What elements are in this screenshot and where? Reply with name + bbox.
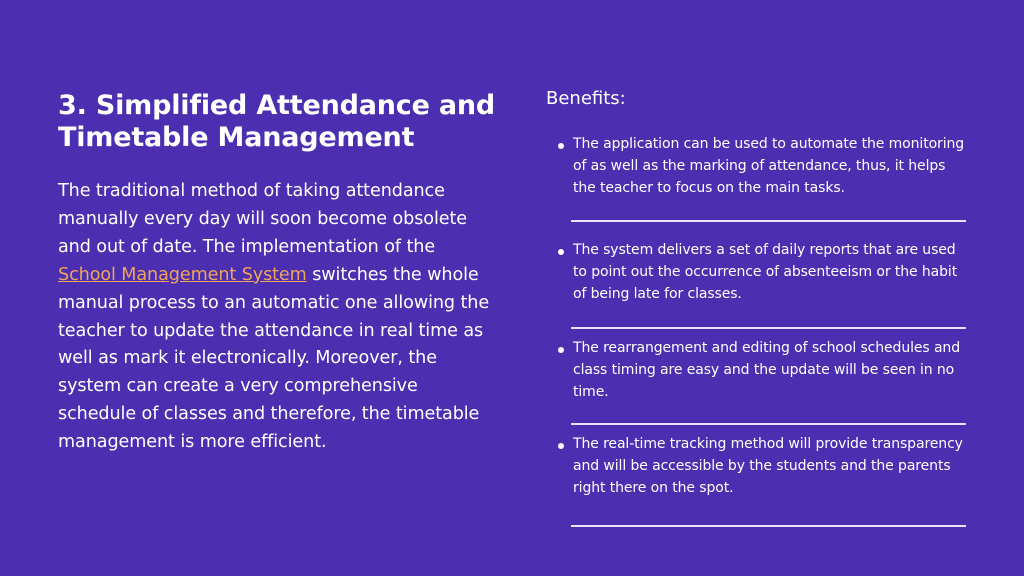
divider <box>571 423 966 425</box>
body-text-end: switches the whole manual process to an automatic one allowing the teacher to update the attendance in real time as well as mark it electronically. Moreover, the system can create a very comprehensive schedule of classes and therefore, the timetable management is more efficient. <box>58 264 490 453</box>
school-management-system-link[interactable]: School Management System <box>58 264 307 285</box>
section-title-line1: 3. Simplified Attendance and <box>58 90 496 121</box>
section-title <box>58 90 498 154</box>
benefit-item <box>546 240 968 312</box>
bullet-icon <box>558 443 564 449</box>
benefits-label: Benefits: <box>546 88 626 109</box>
benefits-panel <box>546 86 968 527</box>
benefit-item <box>546 434 968 500</box>
section-title-line2: Timetable Management <box>58 122 415 153</box>
bullet-icon <box>558 143 564 149</box>
body-text-start: The traditional method of taking attendance manually every day will soon become obsolete and out of date. The implementation of the <box>58 181 468 257</box>
benefit-item <box>546 338 968 404</box>
benefit-text: The application can be used to automate the monitoring of as well as the marking of attendance, thus, it helps the teacher to focus on the main tasks. <box>573 136 965 196</box>
bullet-icon <box>558 347 564 353</box>
section-body <box>58 178 498 457</box>
divider <box>571 525 966 527</box>
benefit-item <box>546 134 968 218</box>
divider <box>571 220 966 222</box>
left-column <box>58 90 498 457</box>
benefit-text: The real-time tracking method will provide transparency and will be accessible by the students and the parents right there on the spot. <box>573 436 963 496</box>
benefit-text: The system delivers a set of daily reports that are used to point out the occurrence of absenteeism or the habit of being late for classes. <box>573 242 958 302</box>
divider <box>571 327 966 329</box>
benefit-text: The rearrangement and editing of school schedules and class timing are easy and the update will be seen in no time. <box>573 340 960 400</box>
bullet-icon <box>558 249 564 255</box>
